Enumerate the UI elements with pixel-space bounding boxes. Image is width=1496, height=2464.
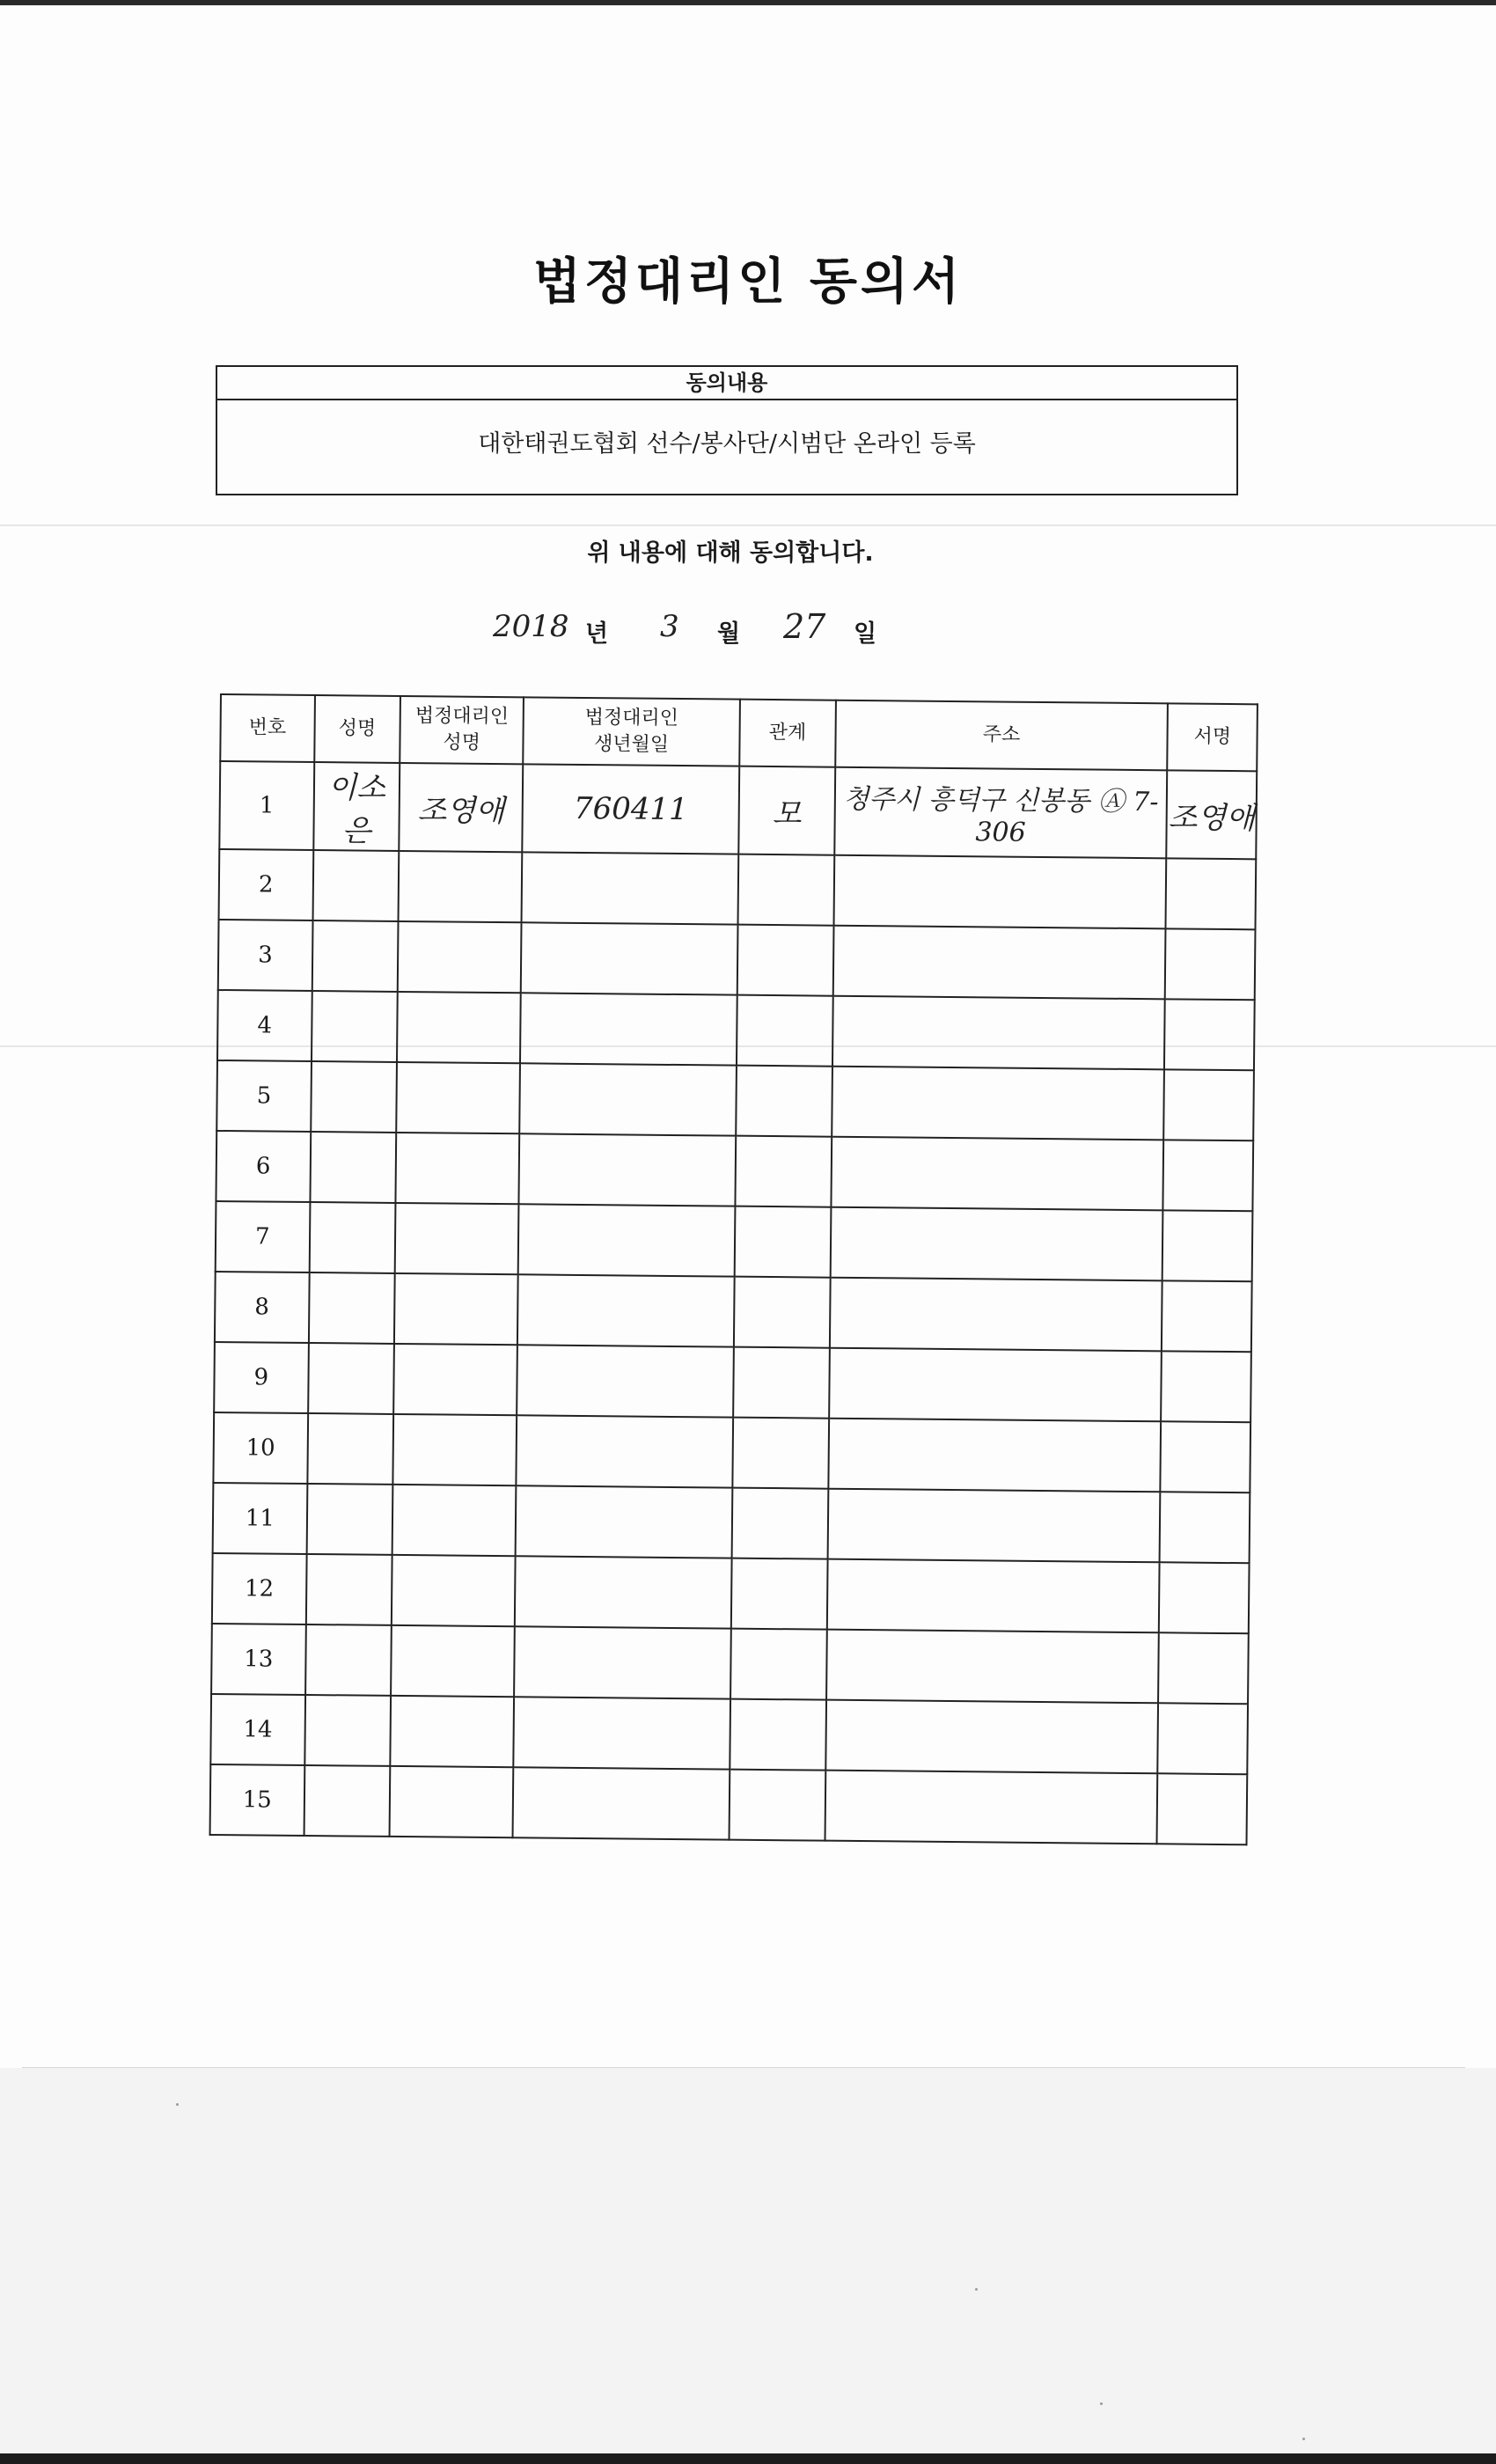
column-header-text: 번호 — [248, 716, 287, 739]
cell-number: 10 — [213, 1412, 307, 1484]
column-header-text: 주소 — [982, 723, 1021, 746]
date-month-handwritten: 3 — [660, 609, 679, 644]
date-year-handwritten: 2018 — [493, 609, 569, 644]
cell-number: 4 — [217, 990, 312, 1061]
cell-relation: 모 — [738, 766, 835, 855]
cell-number: 7 — [216, 1201, 310, 1272]
cell-relation — [730, 1770, 825, 1841]
cell-guardian-birthdate — [517, 1274, 735, 1346]
scan-top-edge — [0, 0, 1496, 5]
cell-relation — [733, 1347, 829, 1419]
cell-address — [832, 926, 1166, 1000]
cell-address: 청주시 흥덕구 신봉동 Ⓐ 7-306 — [834, 767, 1168, 859]
scan-speck — [176, 2103, 179, 2106]
cell-guardian-birthdate — [519, 1063, 737, 1135]
date-month-unit: 월 — [717, 620, 741, 648]
cell-signature — [1158, 1703, 1248, 1774]
cell-guardian-name — [395, 1203, 519, 1274]
column-header-text: 법정대리인 — [584, 706, 679, 730]
cell-name — [305, 1624, 392, 1696]
column-header-text: 생년월일 — [593, 733, 670, 756]
cell-guardian-name — [390, 1766, 514, 1837]
scan-speck — [1302, 2438, 1305, 2440]
cell-signature — [1166, 858, 1256, 929]
table-row — [213, 1483, 1250, 1563]
cell-signature — [1164, 999, 1254, 1070]
cell-guardian-name: 조영애 — [399, 763, 523, 852]
column-header-text: 성명 — [338, 717, 377, 740]
cell-name — [312, 850, 399, 921]
cell-signature — [1162, 1280, 1251, 1352]
table-row — [219, 761, 1257, 859]
date-year-unit: 년 — [585, 620, 609, 648]
cell-signature: 조영애 — [1167, 770, 1258, 859]
document-title: 법정대리인 동의서 — [532, 253, 964, 311]
cell-address — [827, 1489, 1161, 1563]
cell-number: 5 — [216, 1060, 311, 1132]
cell-name — [309, 1202, 395, 1273]
cell-relation — [738, 854, 834, 926]
cell-signature — [1159, 1562, 1249, 1633]
cell-number: 2 — [219, 849, 313, 920]
cell-signature — [1162, 1210, 1252, 1281]
cell-guardian-name — [393, 1344, 517, 1415]
cell-number: 13 — [211, 1624, 305, 1695]
column-header-number — [220, 694, 314, 762]
cell-signature — [1157, 1773, 1247, 1844]
column-header-guardian-birthdate — [523, 697, 739, 766]
cell-number: 9 — [214, 1342, 308, 1413]
consent-header: 동의내용 — [217, 367, 1236, 400]
column-header-relation — [739, 700, 835, 767]
cell-name — [309, 1272, 395, 1344]
table-row — [210, 1764, 1248, 1844]
cell-address — [831, 1137, 1164, 1211]
consent-content-box — [216, 365, 1238, 495]
cell-relation — [735, 1206, 831, 1278]
cell-address — [825, 1771, 1158, 1844]
cell-guardian-birthdate — [514, 1626, 731, 1698]
cell-relation — [737, 925, 833, 996]
cell-address — [830, 1207, 1163, 1281]
cell-guardian-birthdate — [519, 1133, 737, 1206]
scan-speck — [1100, 2402, 1103, 2405]
date-day-unit: 일 — [854, 620, 877, 648]
guardian-table — [209, 693, 1258, 1845]
cell-guardian-name — [390, 1696, 514, 1767]
cell-guardian-birthdate — [518, 1204, 736, 1276]
cell-name: 이소은 — [313, 762, 400, 851]
table-row — [216, 1060, 1254, 1140]
cell-address — [830, 1278, 1163, 1352]
cell-signature — [1164, 1069, 1254, 1140]
cell-name — [310, 1132, 396, 1203]
cell-relation — [736, 1066, 832, 1137]
table-row — [210, 1694, 1248, 1774]
table-row — [214, 1342, 1251, 1422]
table-row — [219, 849, 1257, 929]
cell-number: 12 — [212, 1553, 306, 1624]
cell-signature — [1158, 1632, 1248, 1704]
table-row — [216, 1131, 1253, 1211]
paper-fold-line — [0, 524, 1496, 526]
cell-guardian-name — [399, 851, 523, 922]
cell-guardian-name — [392, 1555, 516, 1626]
cell-address — [826, 1559, 1160, 1633]
table-header-row — [220, 694, 1258, 771]
date-line — [493, 607, 933, 660]
cell-guardian-name — [396, 1133, 520, 1204]
column-header-guardian-name — [400, 696, 524, 764]
cell-signature — [1165, 928, 1255, 1000]
cell-guardian-birthdate — [521, 922, 738, 994]
cell-number: 8 — [215, 1272, 309, 1343]
cell-relation — [735, 1136, 831, 1207]
cell-address — [826, 1630, 1160, 1704]
cell-guardian-birthdate — [516, 1485, 733, 1558]
cell-guardian-name — [398, 921, 522, 993]
cell-name — [312, 920, 398, 992]
cell-address — [832, 1067, 1165, 1140]
cell-signature — [1162, 1351, 1251, 1422]
cell-number: 6 — [216, 1131, 310, 1202]
agreement-statement: 위 내용에 대해 동의합니다. — [587, 539, 874, 567]
cell-guardian-birthdate — [517, 1415, 734, 1487]
table-row — [216, 1201, 1253, 1281]
cell-number: 15 — [210, 1764, 304, 1836]
cell-number: 3 — [218, 920, 312, 991]
table-row — [212, 1553, 1250, 1633]
cell-guardian-birthdate — [513, 1767, 730, 1839]
cell-name — [308, 1343, 394, 1414]
cell-relation — [734, 1277, 830, 1348]
column-header-address — [835, 700, 1168, 771]
cell-address — [832, 996, 1166, 1070]
cell-name — [312, 991, 398, 1062]
consent-text: 대한태권도협회 선수/봉사단/시범단 온라인 등록 — [478, 430, 976, 458]
column-header-text: 서명 — [1193, 725, 1232, 749]
cell-number: 11 — [213, 1483, 307, 1554]
cell-guardian-name — [391, 1625, 515, 1697]
cell-address — [828, 1419, 1162, 1492]
table-row — [213, 1412, 1250, 1492]
column-header-text: 관계 — [768, 721, 807, 744]
cell-relation — [732, 1418, 828, 1489]
scan-speck — [975, 2288, 978, 2291]
cell-signature — [1161, 1421, 1250, 1492]
column-header-text: 성명 — [443, 731, 481, 754]
column-header-text: 법정대리인 — [414, 705, 510, 729]
table-row — [217, 990, 1255, 1070]
cell-number: 1 — [219, 761, 314, 850]
cell-name — [304, 1695, 391, 1766]
cell-guardian-birthdate: 760411 — [523, 764, 740, 854]
scan-bottom-edge — [0, 2453, 1496, 2464]
cell-name — [306, 1484, 392, 1555]
cell-number: 14 — [210, 1694, 304, 1765]
column-header-name — [314, 695, 400, 763]
column-header-signature — [1168, 703, 1258, 771]
cell-address — [829, 1348, 1162, 1422]
cell-name — [307, 1413, 393, 1485]
scanner-bed-area — [0, 2068, 1496, 2453]
date-day-handwritten: 27 — [783, 607, 826, 646]
cell-guardian-name — [392, 1485, 517, 1556]
table-row — [218, 920, 1256, 1000]
cell-relation — [737, 995, 832, 1067]
cell-signature — [1160, 1492, 1250, 1563]
cell-name — [305, 1554, 392, 1625]
cell-name — [304, 1765, 390, 1837]
cell-guardian-name — [394, 1273, 518, 1345]
cell-address — [833, 855, 1167, 929]
cell-guardian-birthdate — [515, 1556, 732, 1628]
cell-guardian-birthdate — [514, 1697, 731, 1769]
cell-guardian-birthdate — [517, 1345, 734, 1417]
cell-guardian-birthdate — [522, 852, 739, 924]
cell-guardian-birthdate — [520, 993, 737, 1065]
cell-signature — [1163, 1140, 1253, 1211]
cell-name — [311, 1061, 397, 1133]
cell-relation — [730, 1629, 826, 1700]
cell-relation — [731, 1558, 827, 1630]
table-row — [215, 1272, 1252, 1352]
cell-relation — [732, 1488, 828, 1559]
cell-guardian-name — [392, 1414, 517, 1485]
cell-guardian-name — [397, 992, 521, 1063]
cell-address — [825, 1700, 1159, 1774]
table-row — [211, 1624, 1249, 1704]
cell-relation — [730, 1699, 825, 1771]
cell-guardian-name — [396, 1062, 520, 1133]
